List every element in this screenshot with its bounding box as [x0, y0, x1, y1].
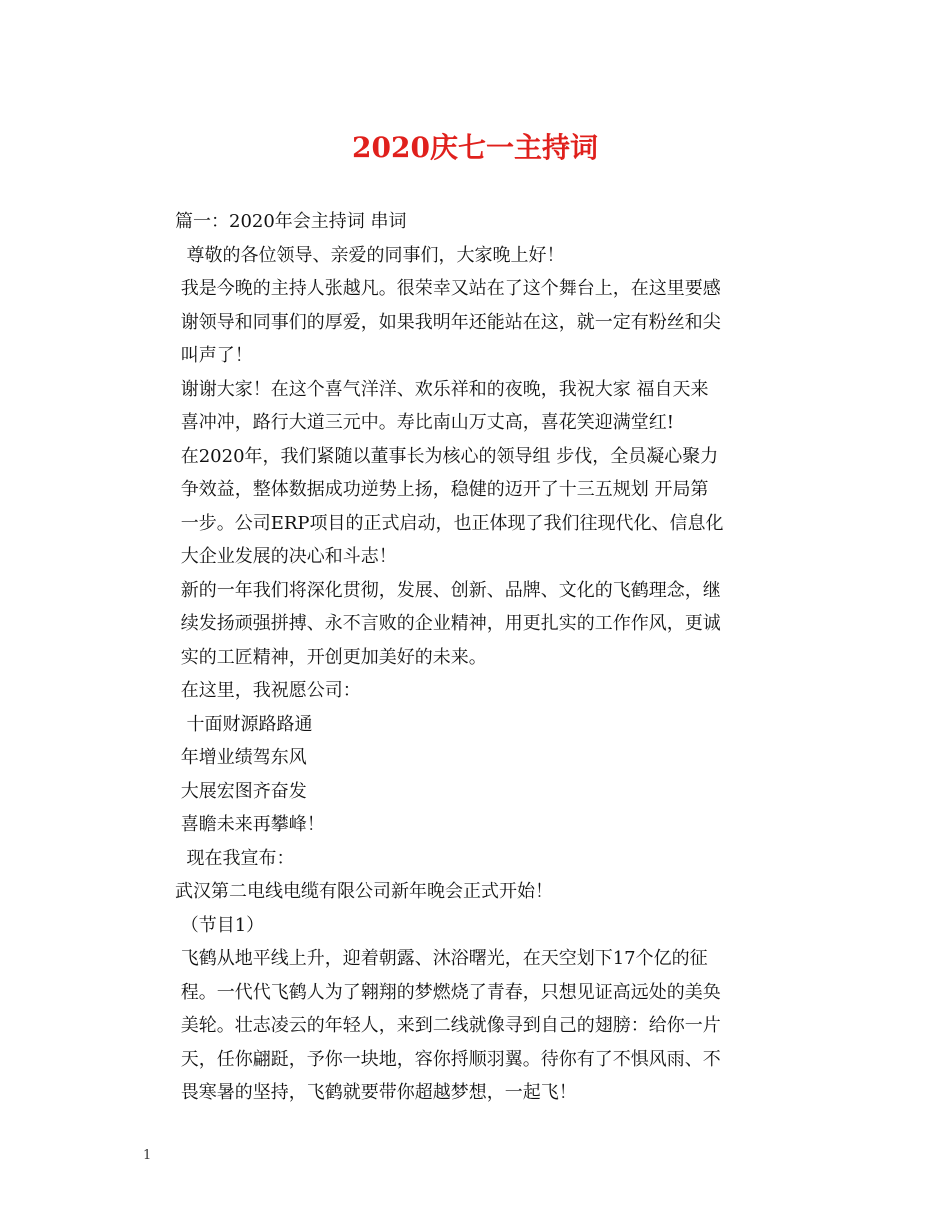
- text-line: 谢领导和同事们的厚爱，如果我明年还能站在这，就一定有粉丝和尖: [175, 311, 721, 333]
- text-line: 现在我宣布：: [175, 847, 295, 869]
- text-line: 喜冲冲，路行大道三元中。寿比南山万丈高，喜花笑迎满堂红!: [175, 412, 674, 433]
- text-line: 大企业发展的决心和斗志！: [175, 546, 397, 567]
- text-line: 天，任你翩跹，予你一块地，容你捋顺羽翼。待你有了不惧风雨、不: [175, 1048, 721, 1070]
- document-body: [175, 205, 755, 1110]
- text-line: 我是今晚的主持人张越凡。很荣幸又站在了这个舞台上，在这里要感: [175, 278, 721, 299]
- text-line: 畏寒暑的坚持，飞鹤就要带你超越梦想，一起飞！: [175, 1082, 577, 1103]
- text-line: 篇一：2020年会主持词 串词: [175, 211, 407, 232]
- text-line: 喜瞻未来再攀峰！: [175, 814, 325, 835]
- text-line: 谢谢大家！在这个喜气洋洋、欢乐祥和的夜晚，我祝大家 福自天来: [175, 378, 709, 400]
- text-line: 武汉第二电线电缆有限公司新年晚会正式开始！: [175, 881, 553, 902]
- text-line: 一步。公司ERP项目的正式启动，也正体现了我们往现代化、信息化: [175, 512, 724, 534]
- text-line: 实的工匠精神，开创更加美好的未来。: [175, 646, 487, 668]
- text-line: 新的一年我们将深化贯彻，发展、创新、品牌、文化的飞鹤理念，继: [175, 579, 721, 601]
- text-line: 大展宏图齐奋发: [175, 780, 307, 802]
- text-line: 美轮。壮志凌云的年轻人，来到二线就像寻到自己的翅膀：给你一片: [175, 1015, 721, 1036]
- text-line: 争效益，整体数据成功逆势上扬，稳健的迈开了十三五规划 开局第: [175, 479, 709, 500]
- page-number: 1: [143, 1148, 152, 1163]
- text-line: 在2020年，我们紧随以董事长为核心的领导组 步伐，全员凝心聚力: [175, 445, 719, 467]
- document-title: 2020庆七一主持词: [352, 131, 598, 164]
- text-line: （节目1）: [175, 914, 265, 936]
- text-line: 叫声了！: [175, 345, 253, 366]
- text-line: 飞鹤从地平线上升，迎着朝露、沐浴曙光，在天空划下17个亿的征: [175, 948, 708, 969]
- text-line: 年增业绩驾东风: [175, 747, 307, 768]
- text-line: 尊敬的各位领导、亲爱的同事们，大家晚上好！: [175, 244, 565, 266]
- text-line: 程。一代代飞鹤人为了翱翔的梦燃烧了青春，只想见证高远处的美奂: [175, 981, 721, 1003]
- text-line: 在这里，我祝愿公司：: [175, 680, 361, 701]
- text-line: 续发扬顽强拼搏、永不言败的企业精神，用更扎实的工作作风，更诚: [175, 613, 721, 634]
- text-line: 十面财源路路通: [175, 713, 313, 735]
